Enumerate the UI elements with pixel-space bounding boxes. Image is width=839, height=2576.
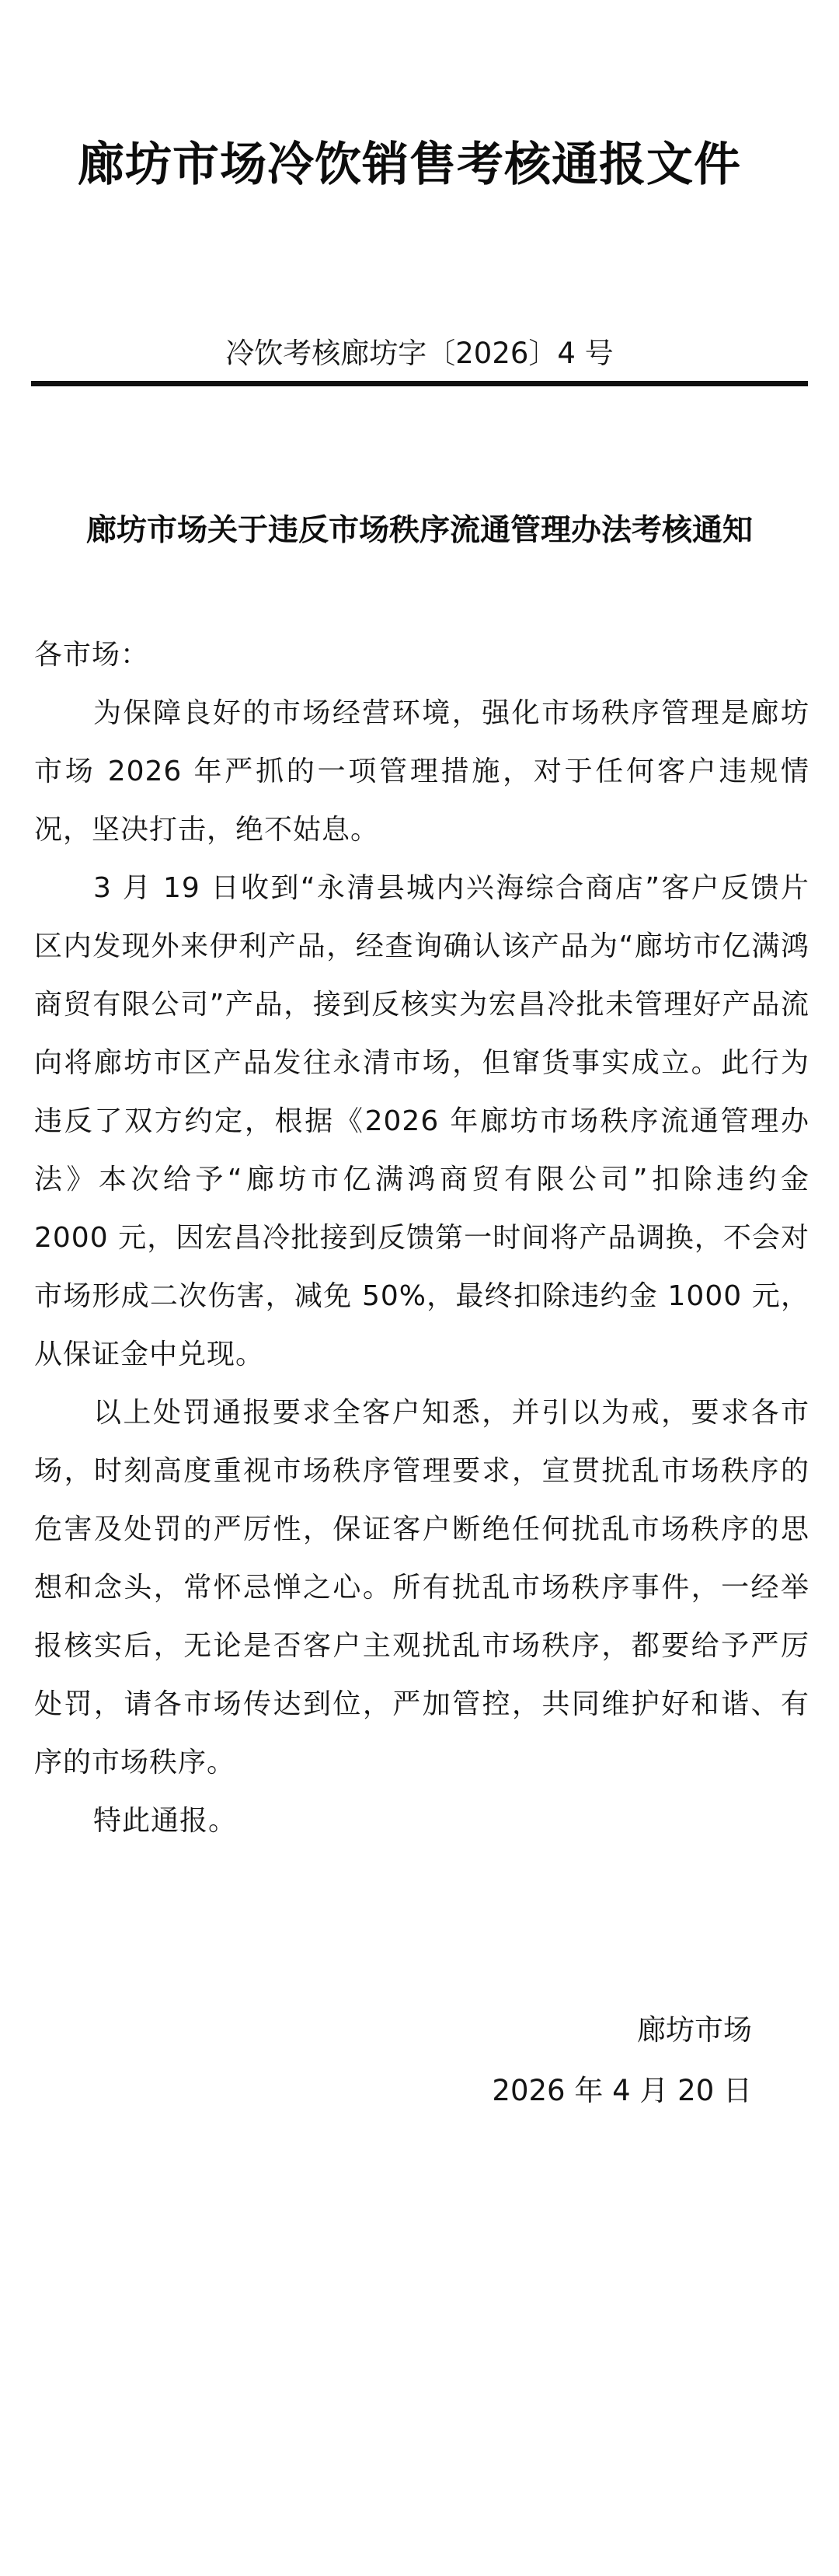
paragraph-intro: 为保障良好的市场经营环境，强化市场秩序管理是廊坊市场 2026 年严抓的一项管理措施，对于任何客户违规情况，坚决打击，绝不姑息。: [34, 697, 809, 846]
paragraph-incident: 3 月 19 日收到“永清县城内兴海综合商店”客户反馈片区内发现外来伊利产品，经查询确认该产品为“廊坊市亿满鸿商贸有限公司”产品，接到反核实为宏昌冷批未管理好产品流向将廊坊市区产品发往永清市场，但窜货事实成立。此行为违反了双方约定，根据《2026 年廊坊市场秩序流通管理办法》本次给予“廊坊市亿满鸿商贸有限公司”扣除违约金 2000 元，因宏昌冷批接到反馈第一时间将产品调换，不会对市场形成二次伤害，减免 50%，最终扣除违约金 1000 元，从保证金中兑现。: [34, 872, 809, 1370]
signature-issuer: 廊坊市场: [637, 2013, 752, 2047]
salutation: 各市场：: [34, 639, 150, 671]
notice-title: 廊坊市场关于违反市场秩序流通管理办法考核通知: [85, 513, 753, 548]
paragraph-requirements: 以上处罚通报要求全客户知悉，并引以为戒，要求各市场，时刻高度重视市场秩序管理要求，宣贯扰乱市场秩序的危害及处罚的严厉性，保证客户断绝任何扰乱市场秩序的思想和念头，常怀忌惮之心。所有扰乱市场秩序事件，一经举报核实后，无论是否客户主观扰乱市场秩序，都要给予严厉处罚，请各市场传达到位，严加管控，共同维护好和谐、有序的市场秩序。: [34, 1397, 809, 1778]
document-title: 廊坊市场冷饮销售考核通报文件: [78, 138, 741, 192]
document-number: 冷饮考核廊坊字〔2026〕4 号: [225, 337, 614, 370]
signature-date: 2026 年 4 月 20 日: [492, 2074, 752, 2107]
closing-line: 特此通报。: [93, 1805, 238, 1837]
header-divider: [31, 381, 808, 386]
notice-body: [34, 626, 809, 1850]
